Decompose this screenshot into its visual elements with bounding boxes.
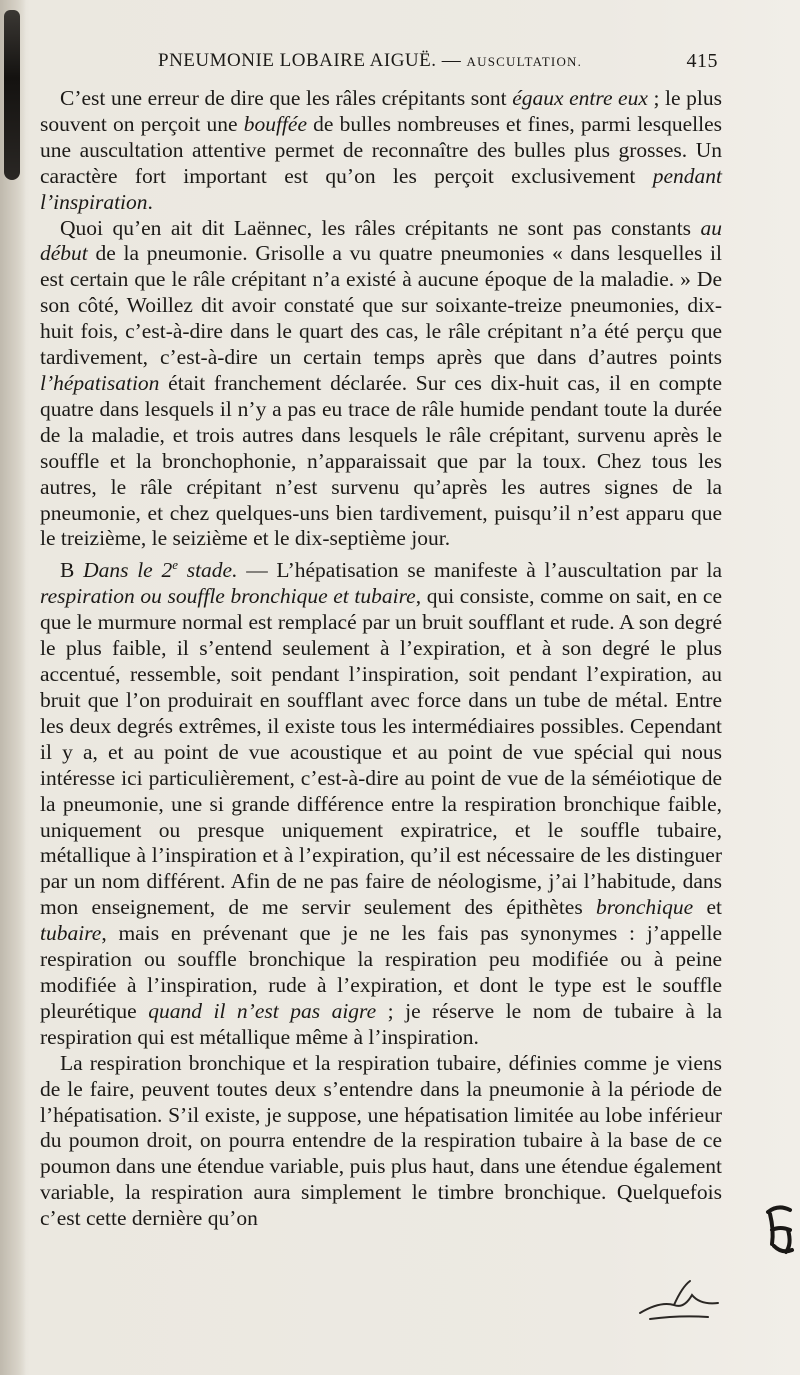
italic-text: quand il n’est pas aigre	[148, 998, 377, 1023]
italic-text: pendant l’inspiration	[40, 163, 722, 214]
italic-text: stade.	[177, 558, 238, 583]
handwritten-scribble	[630, 1275, 730, 1325]
text-run: et	[693, 895, 722, 920]
body-text	[40, 86, 722, 1232]
text-run: , mais en prévenant que je ne les fais pas synonymes : j’appelle respiration ou souffle bronchique la respiration peu modifiée ou à peine modifiée à l’inspiration, rude à l’expiration, et dont le type est le souffle pleurétique	[40, 921, 722, 1023]
italic-text: bronchique	[596, 895, 694, 920]
text-run: C’est une erreur de dire que les râles crépitants sont	[60, 86, 513, 110]
text-run: ; je réserve le nom de tubaire à la respiration qui est métallique même à l’inspiration.	[40, 998, 722, 1049]
text-run: La respiration bronchique et la respiration tubaire, définies comme je viens de le faire, peuvent toutes deux s’entendre dans la pneumonie à la période de l’hépatisation. S’il existe, je suppose, une hépatisation limitée au lobe inférieur du poumon droit, on pourra entendre de la respiration tubaire à la base de ce poumon dans une étendue variable, puis plus haut, dans une étendue également variable, la respiration aura simplement le timbre bronchique. Quelquefois c’est cette dernière qu’on	[40, 1050, 722, 1231]
text-run: .	[147, 189, 153, 214]
paragraph	[40, 1051, 722, 1232]
text-run: B	[60, 558, 84, 583]
text-run: de bulles nombreuses et fines, parmi lesquelles une auscultation attentive permet de reconnaître des bulles plus grosses. Un caractère fort important est qu’on les perçoit exclusivement	[40, 111, 722, 188]
running-header	[40, 50, 722, 80]
text-run: — L’hépatisation se manifeste à l’auscultation par la	[237, 558, 722, 583]
italic-text: bouffée	[243, 111, 307, 136]
running-section: AUSCULTATION.	[466, 54, 583, 69]
paragraph	[40, 86, 722, 216]
binding-ink-mark	[4, 10, 20, 180]
text-run: Quoi qu’en ait dit Laënnec, les râles crépitants ne sont pas constants	[60, 215, 701, 240]
page-binding-shadow	[0, 0, 26, 1375]
italic-text: l’hépatisation	[40, 370, 160, 395]
text-run: ; le plus souvent on perçoit une	[40, 86, 722, 136]
italic-text: Dans le 2	[83, 558, 173, 583]
italic-text: au début	[40, 215, 722, 266]
italic-text: égaux entre eux	[512, 86, 648, 110]
italic-text: e	[172, 557, 178, 573]
text-run: , qui consiste, comme on sait, en ce que le murmure normal est remplacé par un bruit soufflant et rude. A son degré le plus faible, il s’entend seulement à l’expiration, et à son degré le plus accentué, ressemble, soit pendant l’inspiration, soit pendant l’expiration, au bruit que l’on produirait en soufflant avec force dans un tube de métal. Entre les deux degrés extrêmes, il existe tous les intermédiaires possibles. Cependant il y a, et au point de vue acoustique et au point de vue spécial qui nous intéresse ici particulièrement, c’est-à-dire au point de vue de la séméiotique de la pneumonie, une si grande différence entre la respiration bronchique faible, uniquement ou presque uniquement expiratrice, et le souffle tubaire, métallique à l’inspiration et à l’expiration, qu’il est nécessaire de les distinguer par un nom différent. Afin de ne pas faire de néologisme, j’ai l’habitude, dans mon enseignement, de me servir seulement des épithètes	[40, 584, 722, 920]
paragraph	[40, 552, 722, 1050]
italic-text: respiration ou souffle bronchique et tubaire	[40, 584, 416, 609]
text-run: de la pneumonie. Grisolle a vu quatre pneumonies « dans lesquelles il est certain que le râle crépitant n’a existé à aucune époque de la maladie. » De son côté, Woillez dit avoir constaté que sur soixante-treize pneumonies, dix-huit fois, c’est-à-dire dans le quart des cas, le râle crépitant n’a été perçu que tardivement, c’est-à-dire un certain temps après que dans d’autres points	[40, 241, 722, 370]
page-number: 415	[686, 50, 718, 72]
text-run: était franchement déclarée. Sur ces dix-huit cas, il en compte quatre dans lesquels il n’y a pas eu trace de râle humide pendant toute la durée de la maladie, et trois autres dans lesquels le râle crépitant, survenu après le souffle et la bronchophonie, n’apparaissait que par la toux. Chez tous les autres, le râle crépitant n’est survenu qu’après les autres signes de la pneumonie, et chez quelques-uns bien tardivement, puisqu’il n’est apparu que le treizième, le seizième et le dix-septième jour.	[40, 370, 722, 551]
paragraph	[40, 216, 722, 553]
running-title	[158, 50, 582, 72]
running-title-text: PNEUMONIE LOBAIRE AIGUË. —	[158, 50, 462, 71]
margin-handwritten-mark	[760, 1200, 800, 1260]
italic-text: tubaire	[40, 921, 102, 946]
